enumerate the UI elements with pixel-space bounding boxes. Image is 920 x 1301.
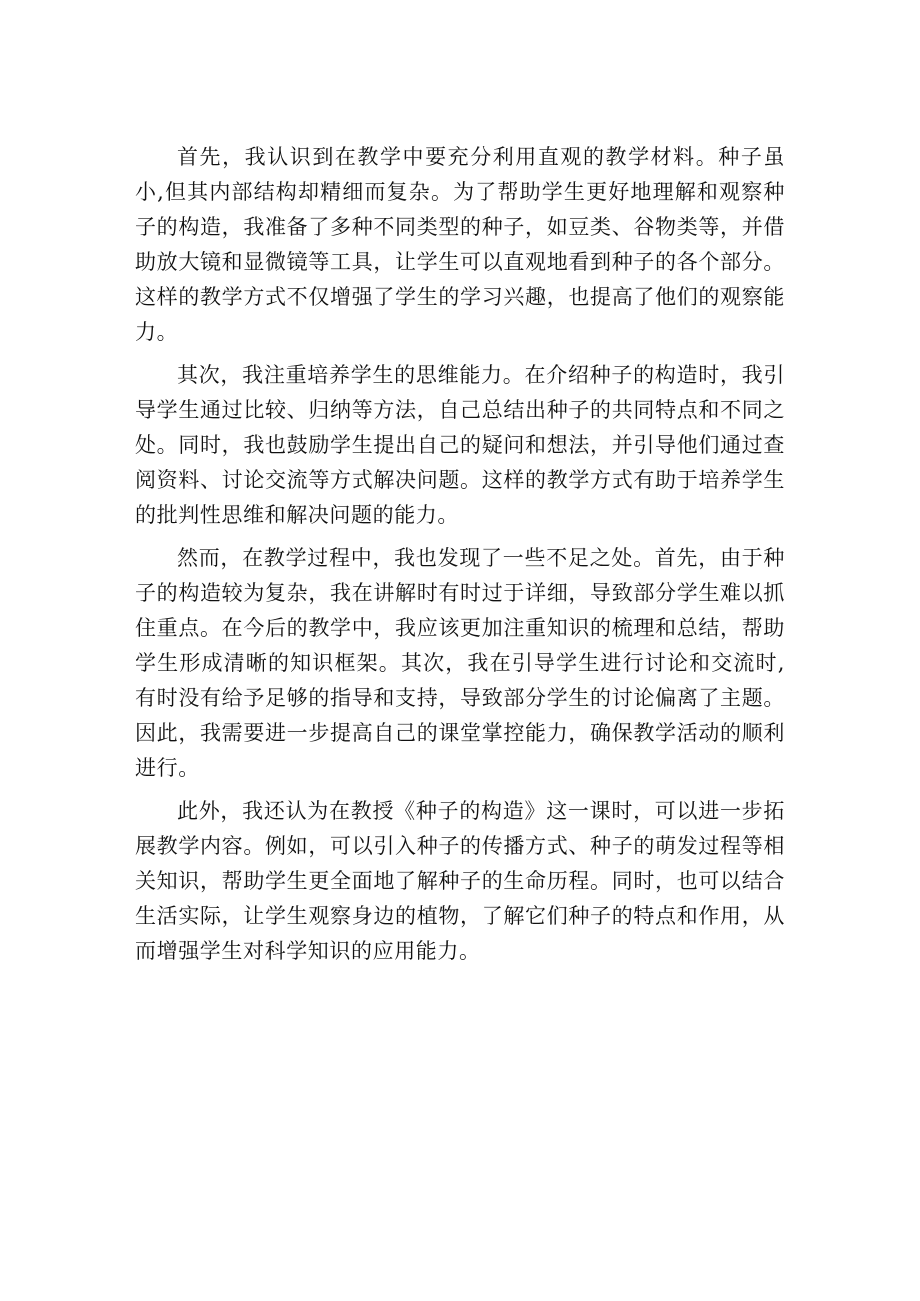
paragraph-intuitive-materials: 首先，我认识到在教学中要充分利用直观的教学材料。种子虽小,但其内部结构却精细而复杂。为了帮助学生更好地理解和观察种子的构造，我准备了多种不同类型的种子，如豆类、谷物类等，并借助放大镜和显微镜等工具，让学生可以直观地看到种子的各个部分。这样的教学方式不仅增强了学生的学习兴趣，也提高了他们的观察能力。 [135,145,785,344]
paragraph-shortcomings: 然而，在教学过程中，我也发现了一些不足之处。首先，由于种子的构造较为复杂，我在讲解时有时过于详细，导致部分学生难以抓住重点。在今后的教学中，我应该更加注重知识的梳理和总结，帮助学生形成清晰的知识框架。其次，我在引导学生进行讨论和交流时,有时没有给予足够的指导和支持，导致部分学生的讨论偏离了主题。因此，我需要进一步提高自己的课堂掌控能力，确保教学活动的顺利进行。 [135,546,785,780]
document-page [135,140,785,977]
paragraph-extension: 此外，我还认为在教授《种子的构造》这一课时，可以进一步拓展教学内容。例如，可以引入种子的传播方式、种子的萌发过程等相关知识，帮助学生更全面地了解种子的生命历程。同时，也可以结合生活实际，让学生观察身边的植物，了解它们种子的特点和作用，从而增强学生对科学知识的应用能力。 [135,799,785,963]
paragraph-thinking-skills: 其次，我注重培养学生的思维能力。在介绍种子的构造时，我引导学生通过比较、归纳等方法，自己总结出种子的共同特点和不同之处。同时，我也鼓励学生提出自己的疑问和想法，并引导他们通过查阅资料、讨论交流等方式解决问题。这样的教学方式有助于培养学生的批判性思维和解决问题的能力。 [135,363,785,527]
